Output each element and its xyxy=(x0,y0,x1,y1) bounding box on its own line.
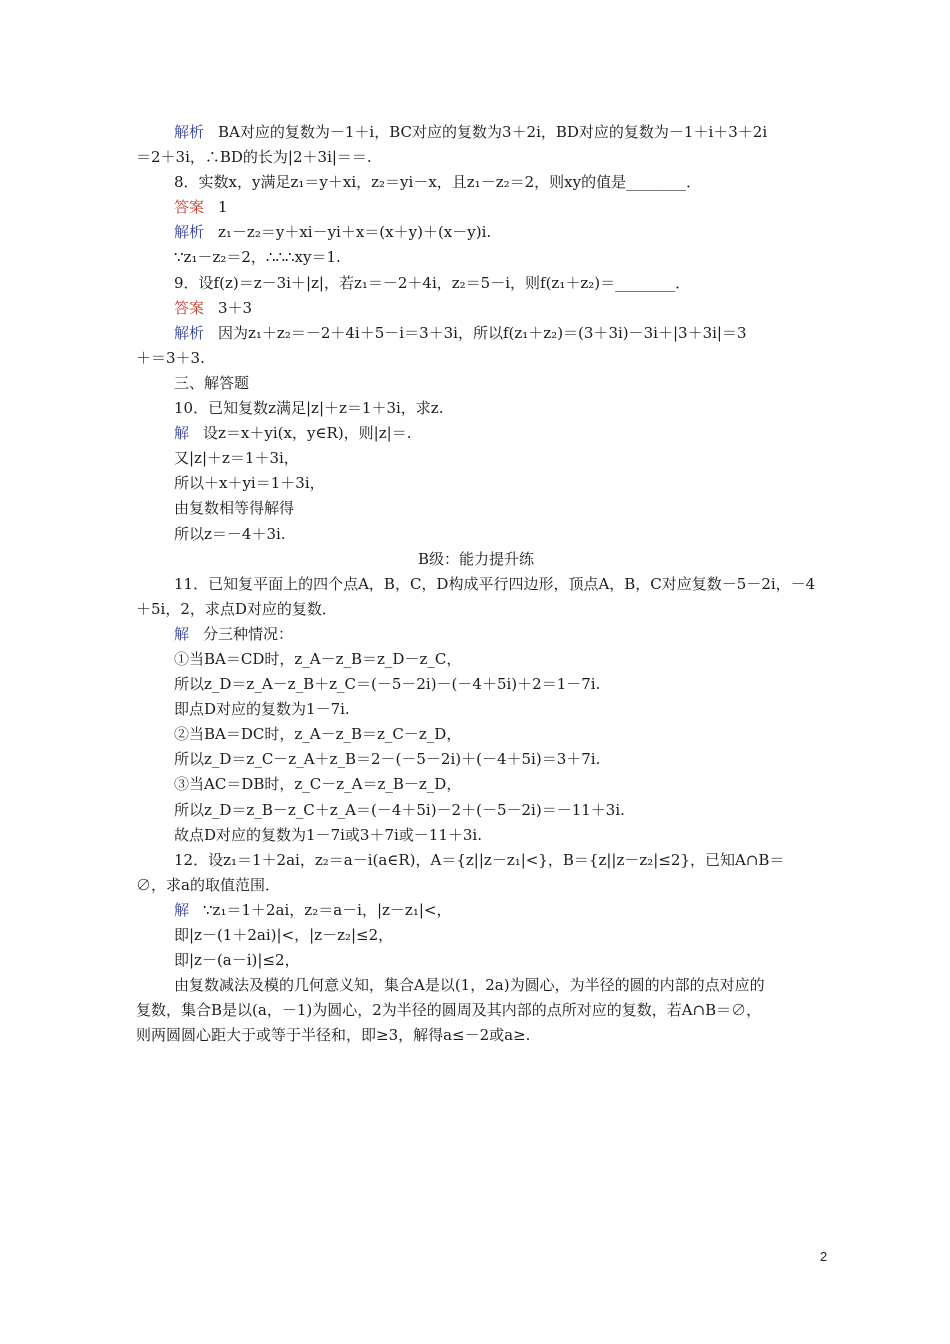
text-line xyxy=(136,722,816,747)
line-text: ＝2＋3i，∴BD的长为|2＋3i|＝＝. xyxy=(136,148,372,167)
page-number: 2 xyxy=(820,1249,828,1264)
line-text: 所以z_D＝z_B－z_C＋z_A＝(－4＋5i)－2＋(－5－2i)＝－11＋3i. xyxy=(174,800,625,819)
text-line xyxy=(136,647,816,672)
line-text: ∅，求a的取值范围． xyxy=(136,875,280,894)
text-line xyxy=(136,597,816,622)
text-line xyxy=(136,798,816,823)
text-line xyxy=(136,220,816,245)
line-text: 所以z_D＝z_A－z_B＋z_C＝(－5－2i)－(－4＋5i)＋2＝1－7i. xyxy=(174,675,601,694)
analysis-label: 解析 xyxy=(174,323,205,342)
line-text: ＋5i，2，求点D对应的复数． xyxy=(136,599,337,618)
line-text: 又|z|＋z＝1＋3i， xyxy=(174,449,299,468)
line-text: ①当BA＝CD时，z_A－z_B＝z_D－z_C， xyxy=(174,649,462,668)
line-text: 1 xyxy=(218,198,228,217)
text-line xyxy=(136,973,816,998)
line-text: ∵z₁－z₂＝2，∴∴∴xy＝1. xyxy=(174,248,341,267)
text-line xyxy=(136,998,816,1023)
answer-label: 答案 xyxy=(174,298,205,317)
text-line xyxy=(136,823,816,848)
line-text: 故点D对应的复数为1－7i或3＋7i或－11＋3i. xyxy=(174,825,482,844)
analysis-label: 解 xyxy=(174,900,190,919)
line-text: ＋＝3＋3. xyxy=(136,348,205,367)
line-text: 三、解答题 xyxy=(174,373,250,392)
text-line xyxy=(136,547,816,572)
line-text: 所以z＝－4＋3i. xyxy=(174,524,286,543)
line-text: 11．已知复平面上的四个点A，B，C，D构成平行四边形，顶点A，B，C对应复数－5－2i，－4 xyxy=(174,574,816,593)
text-line xyxy=(136,496,816,521)
text-line xyxy=(136,772,816,797)
text-line xyxy=(136,321,816,346)
text-line xyxy=(136,170,816,195)
line-text: 由复数减法及模的几何意义知，集合A是以(1，2a)为圆心，为半径的圆的内部的点对应的 xyxy=(174,976,765,995)
text-line xyxy=(136,672,816,697)
text-line xyxy=(136,421,816,446)
text-line xyxy=(136,145,816,170)
line-text: 12．设z₁＝1＋2ai，z₂＝a－i(a∈R)，A＝{z||z－z₁|<}，B＝{z||z－z₂|≤2}，已知A∩B＝ xyxy=(174,850,785,869)
text-line xyxy=(136,371,816,396)
line-text: 复数，集合B是以(a，－1)为圆心，2为半径的圆周及其内部的点所对应的复数，若A∩B＝∅， xyxy=(136,1001,762,1020)
document-body xyxy=(136,120,816,1048)
line-text: 由复数相等得解得 xyxy=(174,499,295,518)
line-text: B级：能力提升练 xyxy=(417,549,535,568)
line-text: 即点D对应的复数为1－7i. xyxy=(174,700,350,719)
text-line xyxy=(136,948,816,973)
line-text: 所以z_D＝z_C－z_A＋z_B＝2－(－5－2i)＋(－4＋5i)＝3＋7i. xyxy=(174,750,601,769)
text-line xyxy=(136,572,816,597)
text-line xyxy=(136,271,816,296)
text-line xyxy=(136,296,816,321)
line-text: ②当BA＝DC时，z_A－z_B＝z_C－z_D， xyxy=(174,725,462,744)
analysis-label: 解析 xyxy=(174,223,205,242)
text-line xyxy=(136,923,816,948)
line-text: 则两圆圆心距大于或等于半径和，即≥3，解得a≤－2或a≥. xyxy=(136,1026,531,1045)
analysis-label: 解 xyxy=(174,624,190,643)
line-text: 即|z－(a－i)|≤2， xyxy=(174,951,300,970)
line-text: 9．设f(z)＝z－3i＋|z|，若z₁＝－2＋4i，z₂＝5－i，则f(z₁＋z₂)＝________． xyxy=(174,273,691,292)
text-line xyxy=(136,873,816,898)
text-line xyxy=(136,195,816,220)
line-text: 10．已知复数z满足|z|＋z＝1＋3i，求z. xyxy=(174,399,444,418)
text-line xyxy=(136,898,816,923)
line-text: BA对应的复数为－1＋i，BC对应的复数为3＋2i，BD对应的复数为－1＋i＋3＋2i xyxy=(218,123,768,141)
line-text: 因为z₁＋z₂＝－2＋4i＋5－i＝3＋3i，所以f(z₁＋z₂)＝(3＋3i)－3i＋|3＋3i|＝3 xyxy=(218,323,747,342)
text-line xyxy=(136,848,816,873)
text-line xyxy=(136,471,816,496)
text-line xyxy=(136,697,816,722)
answer-label: 答案 xyxy=(174,198,205,217)
line-text: 即|z－(1＋2ai)|<，|z－z₂|≤2， xyxy=(174,926,394,944)
line-text: ∵z₁＝1＋2ai，z₂＝a－i，|z－z₁|<， xyxy=(203,900,452,919)
text-line xyxy=(136,346,816,371)
line-text: 3＋3 xyxy=(218,298,253,317)
text-line xyxy=(136,396,816,421)
analysis-label: 解析 xyxy=(174,123,205,141)
text-line xyxy=(136,446,816,471)
line-text: ③当AC＝DB时，z_C－z_A＝z_B－z_D， xyxy=(174,775,462,794)
line-text: 分三种情况： xyxy=(203,624,294,643)
analysis-label: 解 xyxy=(174,424,190,443)
text-line xyxy=(136,522,816,547)
line-text: 设z＝x＋yi(x，y∈R)，则|z|＝. xyxy=(203,424,412,443)
text-line xyxy=(136,747,816,772)
text-line xyxy=(136,245,816,270)
text-line xyxy=(136,622,816,647)
line-text: z₁－z₂＝y＋xi－yi＋x＝(x＋y)＋(x－y)i. xyxy=(218,223,492,242)
line-text: 所以＋x＋yi＝1＋3i， xyxy=(174,474,325,493)
text-line xyxy=(136,120,816,145)
text-line xyxy=(136,1023,816,1048)
line-text: 8．实数x，y满足z₁＝y＋xi，z₂＝yi－x，且z₁－z₂＝2，则xy的值是________． xyxy=(174,173,702,192)
